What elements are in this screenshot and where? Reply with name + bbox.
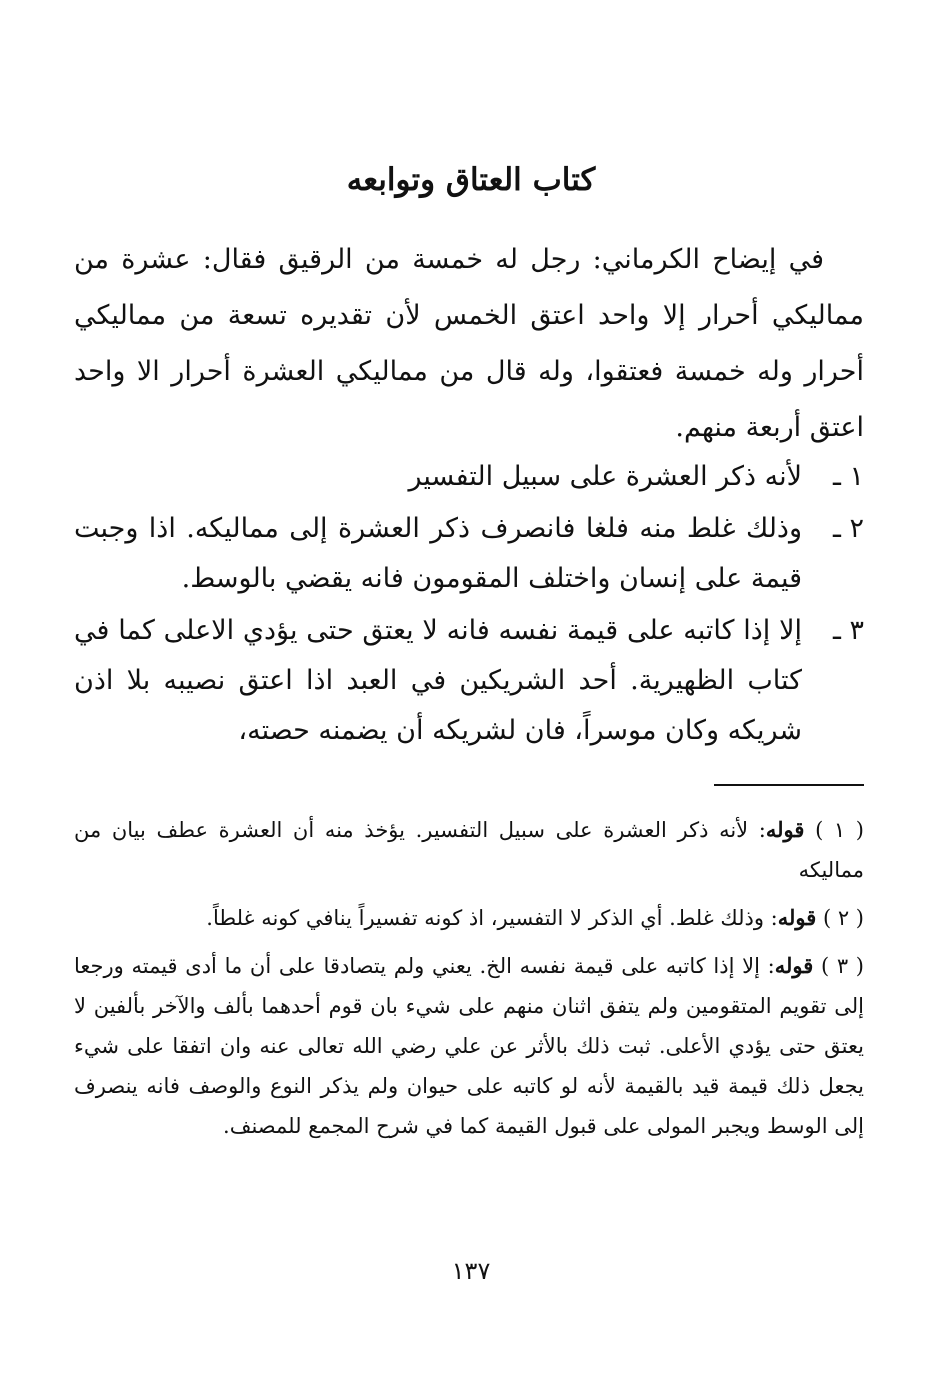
footnote bbox=[74, 946, 864, 1146]
footnote-keyword: قوله bbox=[774, 953, 814, 978]
note-number: ٣ ـ bbox=[832, 615, 864, 646]
footnote-marker: ( ٢ ) bbox=[822, 906, 864, 930]
note-number: ٢ ـ bbox=[832, 513, 864, 544]
footnote bbox=[74, 810, 864, 890]
footnote-text: : لأنه ذكر العشرة على سبيل التفسير. يؤخذ منه أن العشرة عطف بيان من مماليكه bbox=[74, 818, 864, 882]
note-text: لأنه ذكر العشرة على سبيل التفسير bbox=[408, 461, 802, 492]
note-text: وذلك غلط منه فلغا فانصرف ذكر العشرة إلى مماليكه. اذا وجبت قيمة على إنسان واختلف المقومون فانه يقضي بالوسط. bbox=[74, 513, 802, 594]
numbered-notes bbox=[74, 452, 864, 758]
footnote-divider bbox=[714, 784, 864, 786]
note-item bbox=[74, 452, 864, 502]
footnotes bbox=[74, 810, 864, 1154]
note-text: إلا إذا كاتبه على قيمة نفسه فانه لا يعتق حتى يؤدي الاعلى كما في كتاب الظهيرية. أحد الشريكين في العبد اذا اعتق نصيبه بلا اذن شريكه وكان موسراً، فان لشريكه أن يضمنه حصته، bbox=[74, 615, 802, 746]
footnote-text: : وذلك غلط. أي الذكر لا التفسير، اذ كونه تفسيراً ينافي كونه غلطاً. bbox=[206, 906, 778, 930]
main-text: في إيضاح الكرماني: رجل له خمسة من الرقيق فقال: عشرة من مماليكي أحرار إلا واحد اعتق الخمس لأن تقديره تسعة من مماليكي أحرار وله خمسة فعتقوا، وله قال من مماليكي العشرة أحرار الا واحد اعتق أربعة منهم. bbox=[74, 244, 864, 443]
footnote-marker: ( ١ ) bbox=[815, 818, 864, 842]
note-item bbox=[74, 606, 864, 756]
footnote-keyword: قوله bbox=[777, 905, 817, 930]
page-number: ١٣٧ bbox=[451, 1257, 491, 1285]
footnote-text: : إلا إذا كاتبه على قيمة نفسه الخ. يعني ولم يتصادقا على أن ما أدى قيمته ورجعا إلى تقويم المتقومين ولم يتفق اثنان منهم على شيء بان قوم أحدهما بألف والآخر بألفين لا يعتق حتى يؤدي الأعلى. ثبت ذلك بالأثر عن علي رضي الله تعالى عنه وان اتفقا على شيء يجعل ذلك قيمة قيد بالقيمة لأنه لو كاتبه على حيوان ولم يذكر النوع والوصف فانه ينصرف إلى الوسط ويجبر المولى على قبول القيمة كما في شرح المجمع للمصنف. bbox=[74, 954, 864, 1138]
footnote-marker: ( ٣ ) bbox=[820, 954, 865, 978]
note-number: ١ ـ bbox=[832, 461, 864, 492]
chapter-title: كتاب العتاق وتوابعه bbox=[346, 162, 596, 198]
main-paragraph bbox=[74, 232, 864, 456]
footnote bbox=[74, 898, 864, 938]
footnote-keyword: قوله bbox=[765, 817, 805, 842]
note-item bbox=[74, 504, 864, 604]
